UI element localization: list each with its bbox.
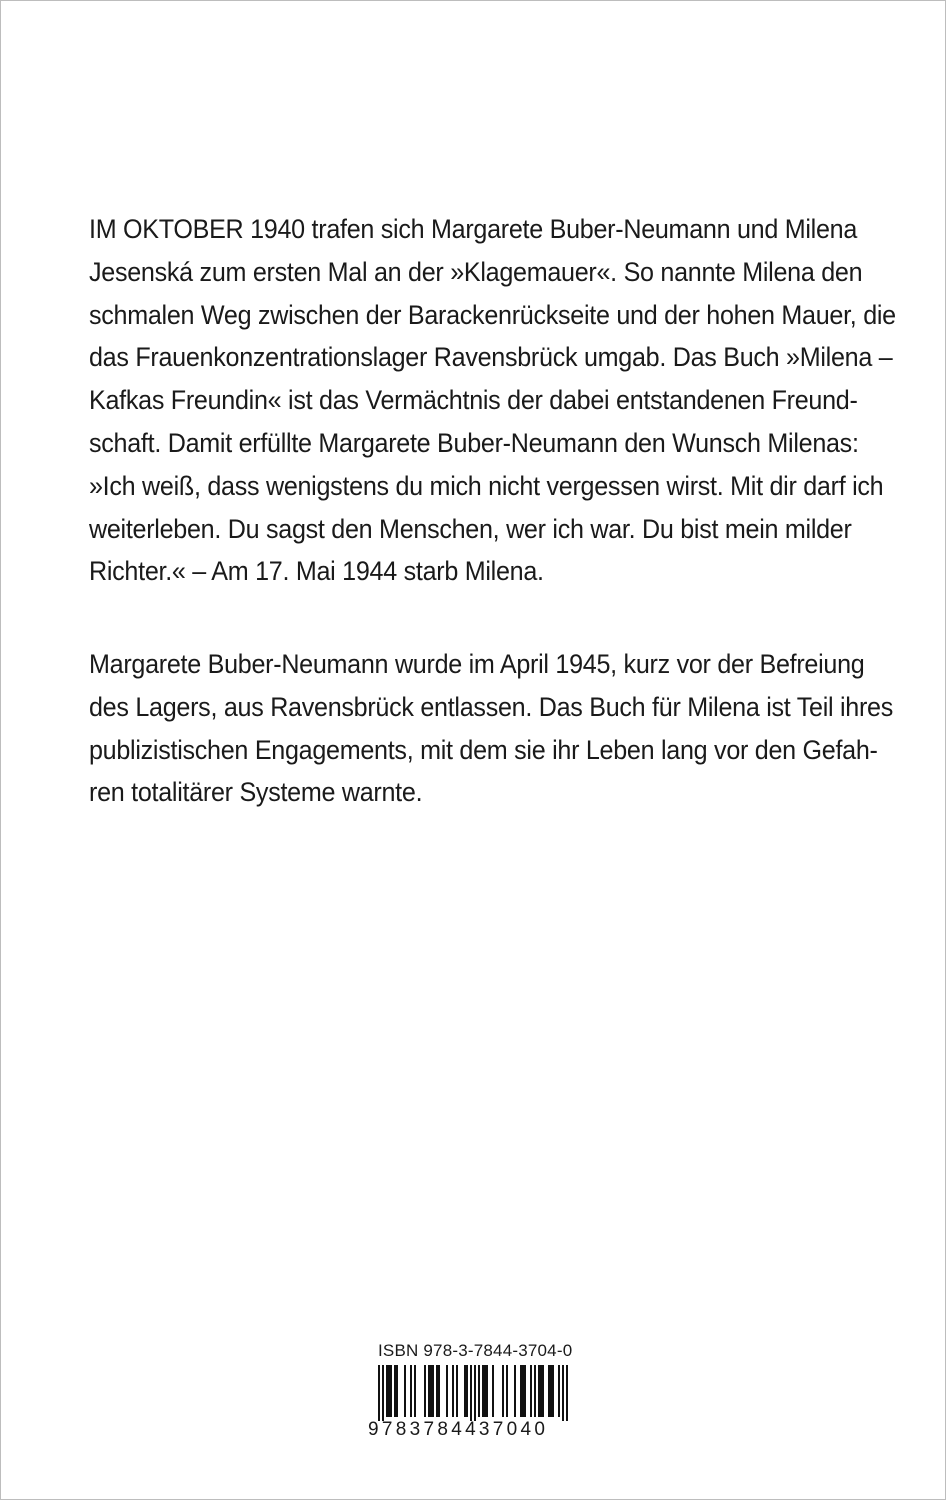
text-line: »Ich weiß, dass wenigstens du mich nicht vergessen wirst. Mit dir darf ich: [89, 470, 884, 501]
barcode-bar: [548, 1365, 550, 1417]
barcode-bar: [390, 1365, 392, 1417]
barcode-bar: [502, 1365, 504, 1417]
barcode-bar: [484, 1365, 486, 1417]
barcode-bar: [432, 1365, 434, 1417]
barcode-bar: [464, 1365, 466, 1417]
barcode-digits: 9783784437040: [368, 1419, 549, 1440]
barcode-bar: [566, 1365, 568, 1421]
blurb-paragraph-2: [89, 643, 894, 814]
barcode-bar: [424, 1365, 426, 1417]
barcode-bar: [428, 1365, 430, 1417]
isbn-label: ISBN 978-3-7844-3704-0: [378, 1341, 573, 1360]
text-line: IM OKTOBER 1940 trafen sich Margarete Buber-Neumann und Milena: [89, 214, 858, 244]
barcode-bar: [558, 1365, 560, 1417]
barcode-bar: [436, 1365, 438, 1417]
barcode-bar: [456, 1365, 458, 1417]
barcode-bar: [382, 1365, 384, 1421]
barcode-bar: [520, 1365, 522, 1417]
barcode-bar: [550, 1365, 552, 1417]
text-line: schaft. Damit erfüllte Margarete Buber-Neumann den Wunsch Milenas:: [89, 427, 859, 458]
barcode-bars: [368, 1365, 578, 1421]
barcode-bar: [534, 1365, 536, 1417]
text-line: Jesenská zum ersten Mal an der »Klagemauer«. So nannte Milena den: [89, 256, 863, 287]
barcode-bar: [388, 1365, 390, 1417]
barcode-bar: [404, 1365, 406, 1417]
barcode-bar: [414, 1365, 416, 1417]
text-line: schmalen Weg zwischen der Barackenrückseite und der hohen Mauer, die: [89, 299, 896, 330]
barcode-bar: [452, 1365, 454, 1417]
barcode-bar: [470, 1365, 472, 1421]
barcode-bar: [478, 1365, 480, 1417]
barcode-bar: [438, 1365, 440, 1417]
barcode-bar: [542, 1365, 544, 1417]
barcode-bar: [474, 1365, 476, 1421]
barcode-bar: [466, 1365, 468, 1417]
barcode-bar: [486, 1365, 488, 1417]
barcode-bar: [410, 1365, 412, 1417]
barcode-bar: [524, 1365, 526, 1417]
barcode-bar: [514, 1365, 516, 1417]
text-line: Margarete Buber-Neumann wurde im April 1945, kurz vor der Befreiung: [89, 649, 865, 679]
barcode-bar: [538, 1365, 540, 1417]
barcode-bar: [522, 1365, 524, 1417]
barcode-bar: [482, 1365, 484, 1417]
barcode-bar: [530, 1365, 532, 1417]
barcode-bar: [430, 1365, 432, 1417]
barcode-bar: [552, 1365, 554, 1417]
barcode-bar: [394, 1365, 396, 1417]
barcode-bar: [396, 1365, 398, 1417]
barcode-bar: [562, 1365, 564, 1421]
barcode-bar: [492, 1365, 494, 1417]
text-line: Richter.« – Am 17. Mai 1944 starb Milena.: [89, 556, 544, 587]
barcode-bar: [378, 1365, 380, 1421]
text-line: Kafkas Freundin« ist das Vermächtnis der dabei entstandenen Freund-: [89, 385, 858, 416]
text-line: des Lagers, aus Ravensbrück entlassen. Das Buch für Milena ist Teil ihres: [89, 691, 894, 722]
text-line: ren totalitärer Systeme warnte.: [89, 777, 423, 808]
text-line: weiterleben. Du sagst den Menschen, wer ich war. Du bist mein milder: [89, 513, 852, 544]
barcode-bar: [540, 1365, 542, 1417]
barcode-bar: [506, 1365, 508, 1417]
text-line: publizistischen Engagements, mit dem sie ihr Leben lang vor den Gefah-: [89, 734, 878, 765]
barcode-bar: [386, 1365, 388, 1417]
blurb-paragraph-1: [89, 208, 896, 593]
isbn-barcode: [368, 1335, 578, 1445]
barcode-bar: [446, 1365, 448, 1417]
text-line: das Frauenkonzentrationslager Ravensbrück umgab. Das Buch »Milena –: [89, 342, 893, 373]
